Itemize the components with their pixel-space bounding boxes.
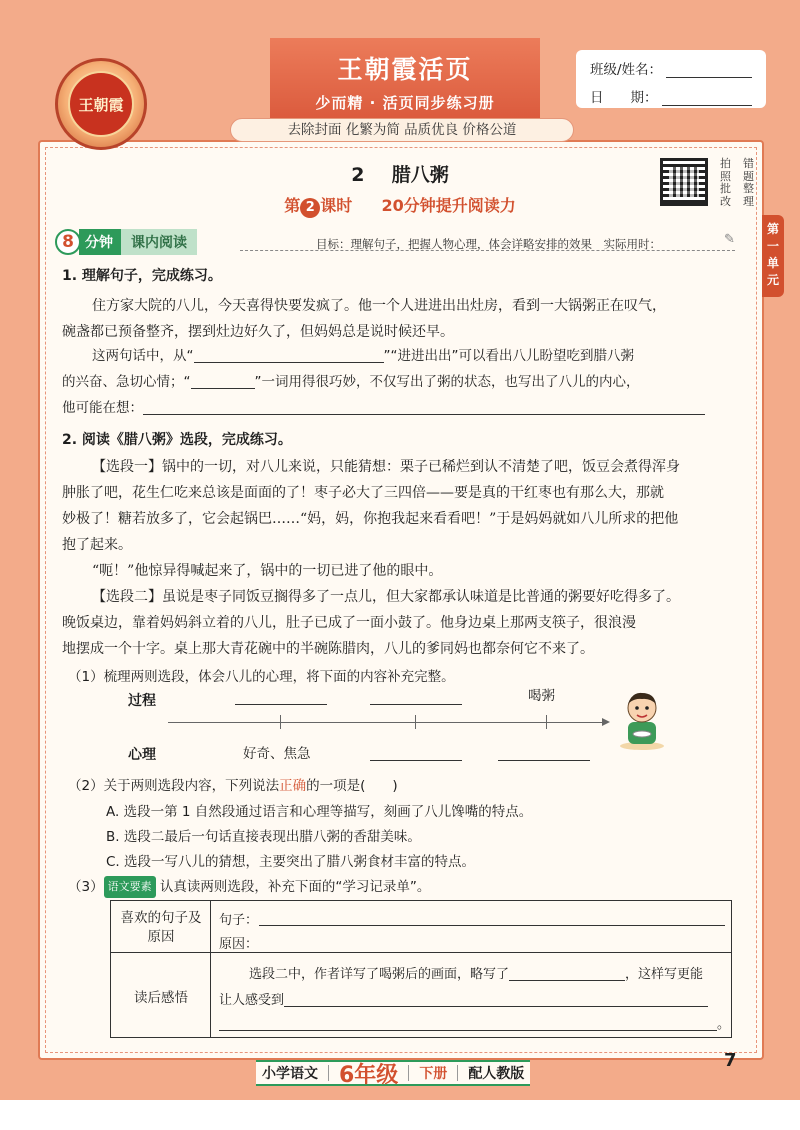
qr-caption [714, 158, 760, 208]
footer-bar [256, 1060, 530, 1086]
date-field[interactable] [662, 90, 753, 106]
footer-grade: 6年级 [339, 1062, 399, 1088]
footer-divider [408, 1065, 409, 1081]
q2-p1-line4: 抱了起来。 [62, 537, 132, 553]
q1-blank1[interactable] [194, 347, 384, 363]
section-name: 课内阅读 [121, 229, 197, 255]
diagram-process-label: 过程 [128, 693, 156, 709]
unit-tab-label: 第一单元 [767, 222, 780, 287]
lesson-number: 2 [351, 164, 365, 186]
study-record-table [110, 900, 732, 1038]
q1-line3-label: 他可能在想： [62, 400, 143, 416]
sentence-label: 句子： [219, 913, 259, 928]
mind-1: 好奇、焦急 [243, 746, 311, 762]
option-a[interactable]: A. 选段一第 1 自然段通过语言和心理等描写，刻画了八儿馋嘴的特点。 [106, 804, 533, 820]
timeline-tick [280, 715, 281, 729]
process-blank-2[interactable] [370, 704, 462, 705]
diagram-mind-label: 心理 [128, 747, 156, 763]
reflect-text-c: 让人感受到 [219, 993, 285, 1008]
reflect-end: 。 [717, 1017, 731, 1032]
option-b[interactable]: B. 选段二最后一句话直接表现出腊八粥的香甜美味。 [106, 829, 421, 845]
q2-sub2-b: 的一项是( ) [306, 778, 398, 794]
q1-line2-b: ”一词用得很巧妙，不仅写出了粥的状态，也写出了八儿的内心， [254, 374, 640, 390]
section-goal: 目标：理解句子，把握人物心理，体会详略安排的效果 实际用时： [316, 237, 661, 251]
q2-p1-line1: 【选段一】锅中的一切，对八儿来说，只能猜想：栗子已稀烂到认不清楚了吧，饭豆会煮得浑身 [92, 459, 680, 475]
section-minutes: 8 [55, 229, 81, 255]
brand-logo [55, 58, 147, 150]
q1-title: 1. 理解句子，完成练习。 [62, 268, 222, 284]
unit-tab [762, 215, 784, 297]
class-name-field[interactable] [666, 62, 752, 78]
reflect-c [219, 989, 708, 1008]
class-name-label: 班级/姓名： [590, 62, 663, 78]
reflect-last [219, 1013, 730, 1032]
footer-volume: 下册 [419, 1066, 448, 1082]
q1-line3 [62, 398, 705, 418]
q2-p3-line3: 地摆成一个十字。桌上那大青花碗中的半碗陈腊肉，八儿的爹同妈也都奈何它不来了。 [62, 641, 594, 657]
page-number: 7 [724, 1050, 737, 1071]
row2-label: 读后感悟 [134, 990, 188, 1006]
lesson-name: 腊八粥 [391, 164, 449, 186]
q1-line2 [62, 372, 640, 392]
q1-blank3[interactable] [143, 399, 705, 415]
reflect-blank3[interactable] [219, 1015, 717, 1031]
period-goal: 20分钟提升阅读力 [381, 196, 516, 215]
period-prefix: 第 [284, 196, 301, 215]
logo-text: 王朝霞 [68, 71, 134, 137]
reflect-text-b: ，这样写更能 [625, 967, 704, 982]
qr-code[interactable] [660, 158, 708, 206]
language-element-badge: 语文要素 [104, 876, 156, 898]
q1-line1 [92, 346, 634, 366]
option-c[interactable]: C. 选段一写八儿的猜想，主要突出了腊八粥食材丰富的特点。 [106, 854, 476, 870]
section-heading [55, 228, 197, 256]
qr-char: 批 [720, 182, 731, 195]
q1-passage-line2: 碗盏都已预备整齐，摆到灶边好久了，但妈妈总是说时候还早。 [62, 324, 454, 340]
period-number: 2 [300, 198, 320, 218]
period-suffix: 课时 [320, 196, 353, 215]
q2-p1-line2: 肿胀了吧，花生仁吃来总该是面面的了！枣子必大了三四倍——要是真的干红枣也有那么大，那就 [62, 485, 664, 501]
footer-subject: 小学语文 [262, 1066, 318, 1082]
qr-char: 整 [743, 182, 754, 195]
q2-title: 2. 阅读《腊八粥》选段，完成练习。 [62, 432, 292, 448]
q2-sub2-emphasis: 正确 [279, 778, 307, 794]
timeline-axis [168, 722, 608, 723]
q2-sub2 [68, 776, 398, 796]
qr-char: 拍 [720, 157, 731, 170]
q2-p2: “呃！”他惊异得喊起来了，锅中的一切已进了他的眼中。 [92, 563, 443, 579]
section-minutes-label: 分钟 [79, 229, 121, 255]
process-blank-1[interactable] [235, 704, 327, 705]
slogan: 去除封面 化繁为简 品质优良 价格公道 [230, 118, 574, 142]
q2-sub3 [68, 876, 430, 898]
brand-title: 王朝霞活页 [337, 55, 473, 84]
row1-label: 喜欢的句子及原因 [120, 910, 202, 945]
q1-passage-line1: 住方家大院的八儿，今天喜得快要发疯了。他一个人进进出出灶房，看到一大锅粥正在叹气， [92, 298, 666, 314]
qr-char: 理 [743, 194, 754, 208]
timeline-tick [415, 715, 416, 729]
timeline-tick [546, 715, 547, 729]
footer-edition: 配人教版 [468, 1066, 525, 1082]
reflect-a [249, 963, 703, 982]
q1-blank2[interactable] [191, 373, 255, 389]
q2-p3-line1: 【选段二】虽说是枣子同饭豆搁得多了一点儿，但大家都承认味道是比普通的粥要好吃得多了。 [92, 589, 680, 605]
boy-illustration [618, 688, 666, 750]
process-step3: 喝粥 [528, 688, 555, 704]
goal-divider [240, 250, 735, 251]
q2-sub3-text: 认真读两则选段，补充下面的“学习记录单”。 [159, 879, 431, 895]
date-label: 日 期： [590, 90, 658, 106]
pencil-icon: ✎ [724, 232, 735, 247]
q2-sub3-num: （3） [68, 879, 104, 895]
q1-line1-a: 这两句话中，从“ [92, 348, 194, 364]
q2-sub1: （1）梳理两则选段，体会八儿的心理，将下面的内容补充完整。 [68, 669, 455, 685]
reflect-blank1[interactable] [509, 965, 625, 981]
qr-char: 照 [720, 169, 731, 183]
qr-char: 改 [720, 194, 731, 208]
footer-divider [328, 1065, 329, 1081]
qr-char: 错 [743, 157, 754, 170]
reflect-text-a: 选段二中，作者详写了喝粥后的画面，略写了 [249, 967, 510, 982]
q2-sub2-a: （2）关于两则选段内容，下列说法 [68, 778, 280, 794]
footer-divider [457, 1065, 458, 1081]
sentence-blank[interactable] [259, 925, 725, 926]
q2-p3-line2: 晚饭桌边，靠着妈妈斜立着的八儿，肚子已成了一面小鼓了。他身边桌上那两支筷子，很浪漫 [62, 615, 636, 631]
student-info-box [576, 50, 766, 108]
q1-line1-b: ”“进进出出”可以看出八儿盼望吃到腊八粥 [383, 348, 634, 364]
brand-subtitle: 少而精 · 活页同步练习册 [315, 94, 495, 112]
q2-p1-line3: 妙极了！糖若放多了，它会起锅巴……“妈，妈，你抱我起来看看吧！”于是妈妈就如八儿所求的把他 [62, 511, 679, 527]
brand-banner [270, 38, 540, 128]
reflect-blank2[interactable] [284, 991, 708, 1007]
reason-label: 原因： [219, 937, 259, 952]
qr-char: 题 [743, 169, 754, 183]
mind-blank-3[interactable] [498, 760, 590, 761]
mind-blank-2[interactable] [370, 760, 462, 761]
q1-line2-a: 的兴奋、急切心情；“ [62, 374, 191, 390]
